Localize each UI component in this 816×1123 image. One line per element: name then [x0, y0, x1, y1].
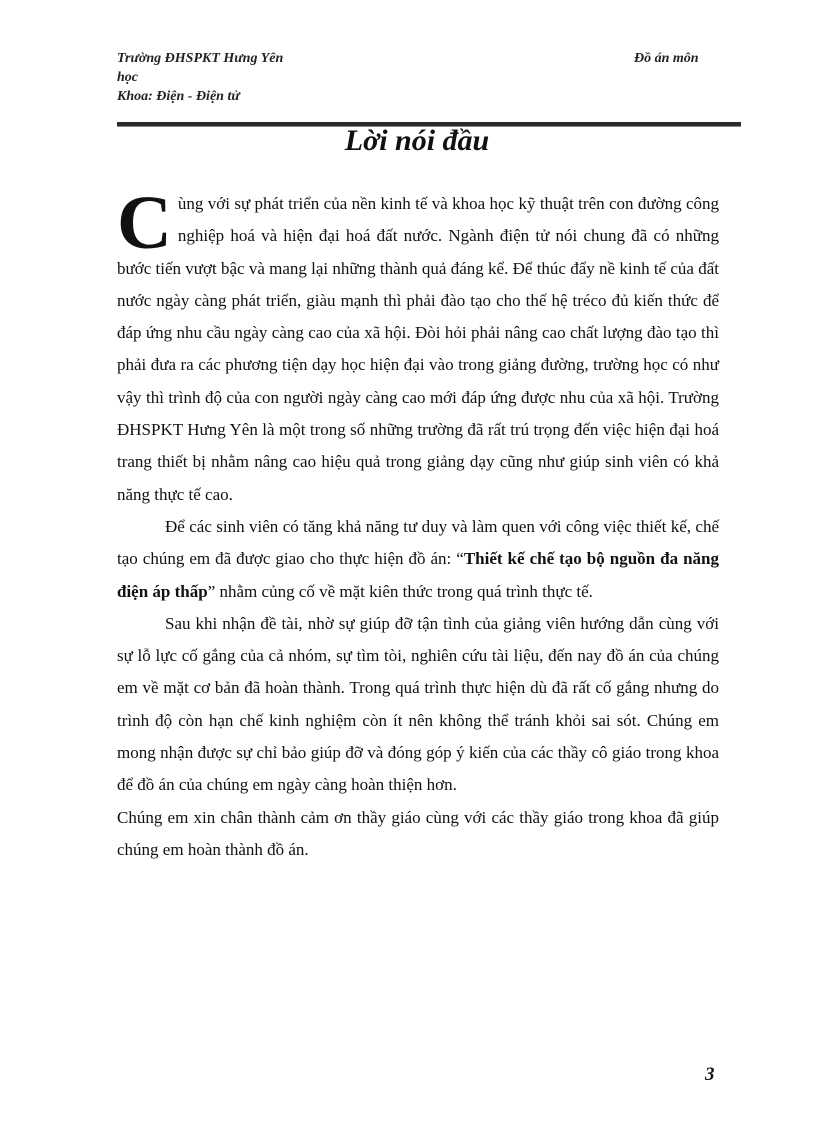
header-left — [117, 49, 347, 106]
paragraph-project-after: ” nhằm củng cố về mặt kiên thức trong quá trình thực tế. — [207, 581, 593, 601]
project-title: Thiết kế chế tạo bộ nguồn đa năng điện áp thấp — [117, 549, 719, 601]
paragraph-project — [117, 511, 719, 608]
paragraph-intro — [117, 181, 719, 511]
header-school: Trường ĐHSPKT Hưng Yên — [117, 51, 284, 66]
header-right: Đồ án môn — [634, 51, 699, 66]
page-title: Lời nói đầu — [344, 124, 490, 157]
body-text — [117, 181, 719, 866]
paragraph-progress: Sau khi nhận đề tài, nhờ sự giúp đỡ tận tình của giảng viên hướng dẫn cùng với sự lỗ lực cố gắng của cả nhóm, sự tìm tòi, nghiên cứu tài liệu, đến nay đồ án của chúng em về mặt cơ bản đã hoàn thành. Trong quá trình thực hiện dù đã rất cố gắng nhưng do trình độ còn hạn chế kinh nghiệm còn ít nên không thể tránh khỏi sai sót. Chúng em mong nhận được sự chỉ bảo giúp đỡ và đóng góp ý kiến của các thầy cô giáo trong khoa để đồ án của chúng em ngày càng hoàn thiện hơn. — [117, 613, 719, 795]
header-faculty: Khoa: Điện - Điện tử — [117, 89, 240, 104]
page-number: 3 — [705, 1064, 715, 1085]
header-school-continued: học — [117, 70, 138, 85]
paragraph-thanks: Chúng em xin chân thành cảm ơn thầy giáo cùng với các thầy giáo trong khoa đã giúp chúng em hoàn thành đồ án. — [117, 807, 719, 859]
paragraph-project-before: Để các sinh viên có tăng khả năng tư duy và làm quen với công việc thiết kế, chế tạo chúng em đã được giao cho thực hiện đồ án: “ — [117, 516, 719, 569]
drop-cap: C — [117, 181, 172, 265]
paragraph-intro-text: ùng với sự phát triển của nền kinh tế và khoa học kỹ thuật trên con đường công nghiệp hoá và hiện đại hoá đất nước. Ngành điện tử nói chung đã có những bước tiến vượt bậc và mang lại những thành quả đáng kể. Để thúc đẩy nề kinh tế của đất nước ngày càng phát triển, giàu mạnh thì phải đào tạo cho thế hệ tréco đủ kiến thức để đáp ứng nhu cầu ngày càng cao của xã hội. Đòi hỏi phải nâng cao chất lượng đào tạo thì phải đưa ra các phương tiện dạy học hiện đại vào trong giảng đường, trường học có như vậy thì trình độ của con người ngày càng cao mới đáp ứng được nhu của xã hội. Trường ĐHSPKT Hưng Yên là một trong số những trường đã rất trú trọng đến việc hiện đại hoá trang thiết bị nhằm nâng cao hiệu quả trong giảng dạy cũng như giúp sinh viên có khả năng thực tế cao. — [117, 194, 719, 504]
